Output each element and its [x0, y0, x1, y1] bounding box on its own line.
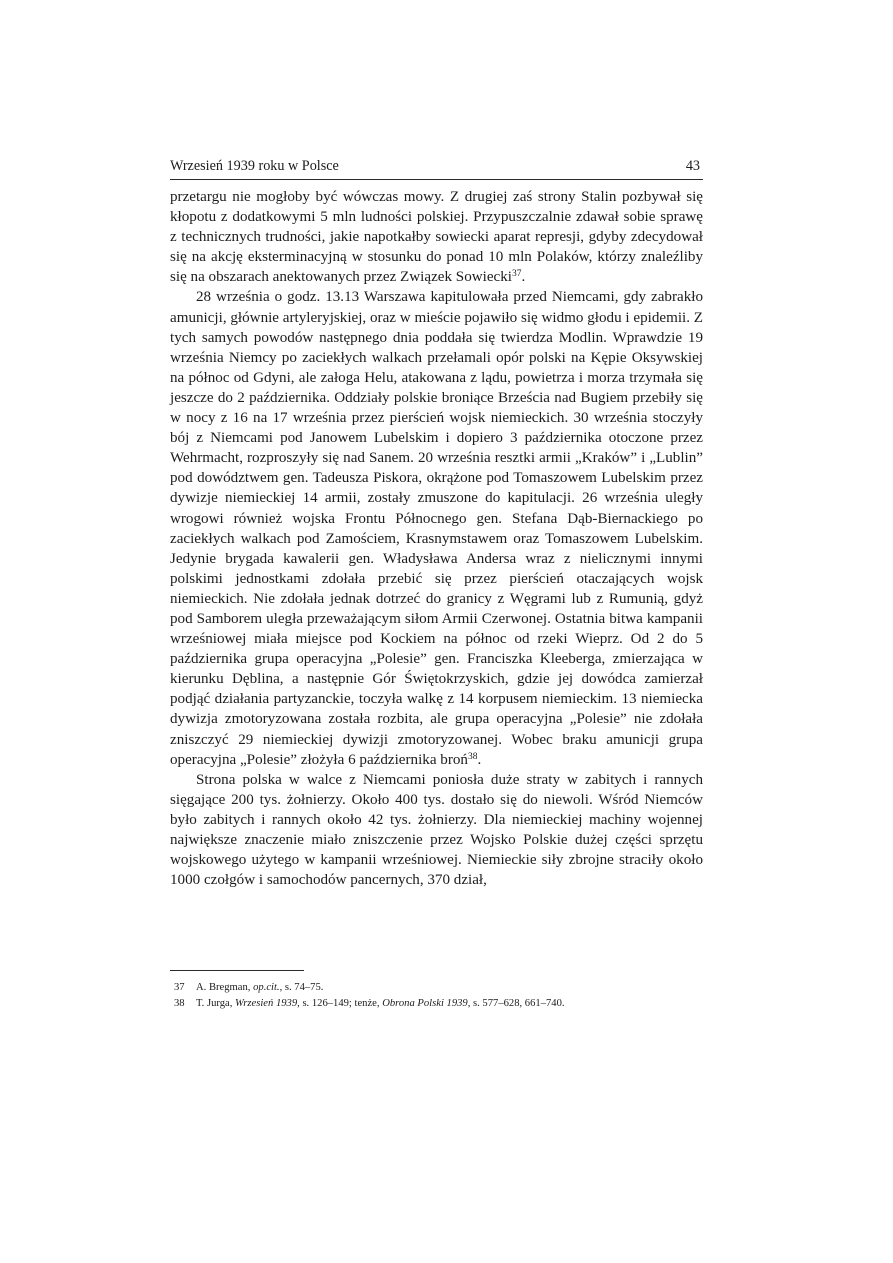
footnote-title: op.cit. — [253, 982, 280, 993]
paragraph-end: . — [521, 269, 526, 286]
footnote-rest: , s. 577–628, 661–740. — [467, 998, 565, 1009]
paragraph-text: Strona polska w walce z Niemcami poniosła duże straty w zabitych i rannych sięgające 200 tys. żołnierzy. Około 400 tys. dostało się do niewoli. Wśród Niemców było zabitych i rannych około 42 tys. żołnierzy. Dla niemieckiej machiny wojennej największe znaczenie miało zniszczenie przez Wojsko Polskie dużej części sprzętu wojskowego użytego w kampanii wrześniowej. Niemieckie siły zbrojne straciły około 1000 czołgów i samochodów pancernych, 370 dział, — [170, 771, 703, 889]
footnote-title: Obrona Polski 1939 — [382, 998, 468, 1009]
footnote-title: Wrzesień 1939 — [235, 998, 298, 1009]
paragraph-end: . — [477, 751, 482, 768]
footnote — [174, 980, 703, 996]
footnote-separator — [170, 970, 304, 971]
paragraph — [170, 187, 703, 287]
body-text — [170, 187, 703, 890]
footnote-author: A. Bregman, — [196, 982, 251, 993]
paragraph — [170, 770, 703, 891]
running-head-title: Wrzesień 1939 roku w Polsce — [170, 158, 339, 174]
footnote-middle: , s. 126–149; tenże, — [297, 998, 380, 1009]
footnote-ref[interactable]: 38 — [467, 751, 478, 762]
footnote-author: T. Jurga, — [196, 998, 233, 1009]
footnote-number: 37 — [174, 982, 185, 993]
footnotes — [174, 980, 703, 1012]
footnote — [174, 996, 703, 1012]
paragraph-text: przetargu nie mogłoby być wówczas mowy. Z drugiej zaś strony Stalin pozbywał się kłopotu z dodatkowymi 5 mln ludności polskiej. Przypuszczalnie zdawał sobie sprawę z technicznych trudności, jakie napotkałby sowiecki aparat represji, gdyby zdecydował się na akcję eksterminacyjną w stosunku do ponad 10 mln Polaków, którzy znaleźliby się na obszarach anektowanych przez Związek Sowiecki — [170, 189, 703, 286]
page-number: 43 — [685, 158, 700, 174]
footnote-number: 38 — [174, 998, 185, 1009]
footnote-ref[interactable]: 37 — [511, 269, 522, 280]
running-head — [170, 157, 703, 180]
paragraph — [170, 287, 703, 769]
footnote-rest: , s. 74–75. — [279, 982, 324, 993]
paragraph-text: 28 września o godz. 13.13 Warszawa kapitulowała przed Niemcami, gdy zabrakło amunicji, głównie artyleryjskiej, oraz w mieście pojawiło się widmo głodu i epidemii. Z tych samych powodów następnego dnia poddała się twierdza Modlin. Wprawdzie 19 września Niemcy po zaciekłych walkach przełamali opór polski na Kępie Oksywskiej na północ od Gdyni, ale załoga Helu, atakowana z lądu, powietrza i morza trzymała się jeszcze do 2 października. Oddziały polskie broniące Brześcia nad Bugiem przebiły się w nocy z 16 na 17 września przez pierścień wojsk niemieckich. 30 września stoczyły bój z Niemcami pod Janowem Lubelskim i dopiero 3 października otoczone przez Wehrmacht, rozproszyły się nad Sanem. 20 września resztki armii „Kraków” i „Lublin” pod dowództwem gen. Tadeusza Piskora, okrążone pod Tomaszowem Lubelskim przez dywizje niemieckiej 14 armii, zostały zmuszone do kapitulacji. 26 września uległy wrogowi również wojska Frontu Północnego gen. Stefana Dąb-Biernackiego po zaciekłych walkach pod Zamościem, Krasnymstawem oraz Tomaszowem Lubelskim. Jedynie brygada kawalerii gen. Władysława Andersa wraz z nielicznymi innymi polskimi jednostkami zdołała przebić się przez pierścień otaczających wojsk niemieckich. Nie zdołała jednak dotrzeć do granicy z Węgrami lub z Rumunią, gdyż pod Samborem uległa przeważającym siłom Armii Czerwonej. Ostatnia bitwa kampanii wrześniowej miała miejsce pod Kockiem na północ od rzeki Wieprz. Od 2 do 5 października grupa operacyjna „Polesie” gen. Franciszka Kleeberga, zmierzająca w kierunku Dęblina, a następnie Gór Świętokrzyskich, gdzie jej dowódca zamierzał podjąć działania partyzanckie, toczyła walkę z 14 korpusem niemieckim. 13 niemiecka dywizja zmotoryzowana została rozbita, ale grupa operacyjna „Polesie” nie zdołała zniszczyć 29 niemieckiej dywizji zmotoryzowanej. Wobec braku amunicji grupa operacyjna „Polesie” złożyła 6 października broń — [170, 289, 703, 768]
